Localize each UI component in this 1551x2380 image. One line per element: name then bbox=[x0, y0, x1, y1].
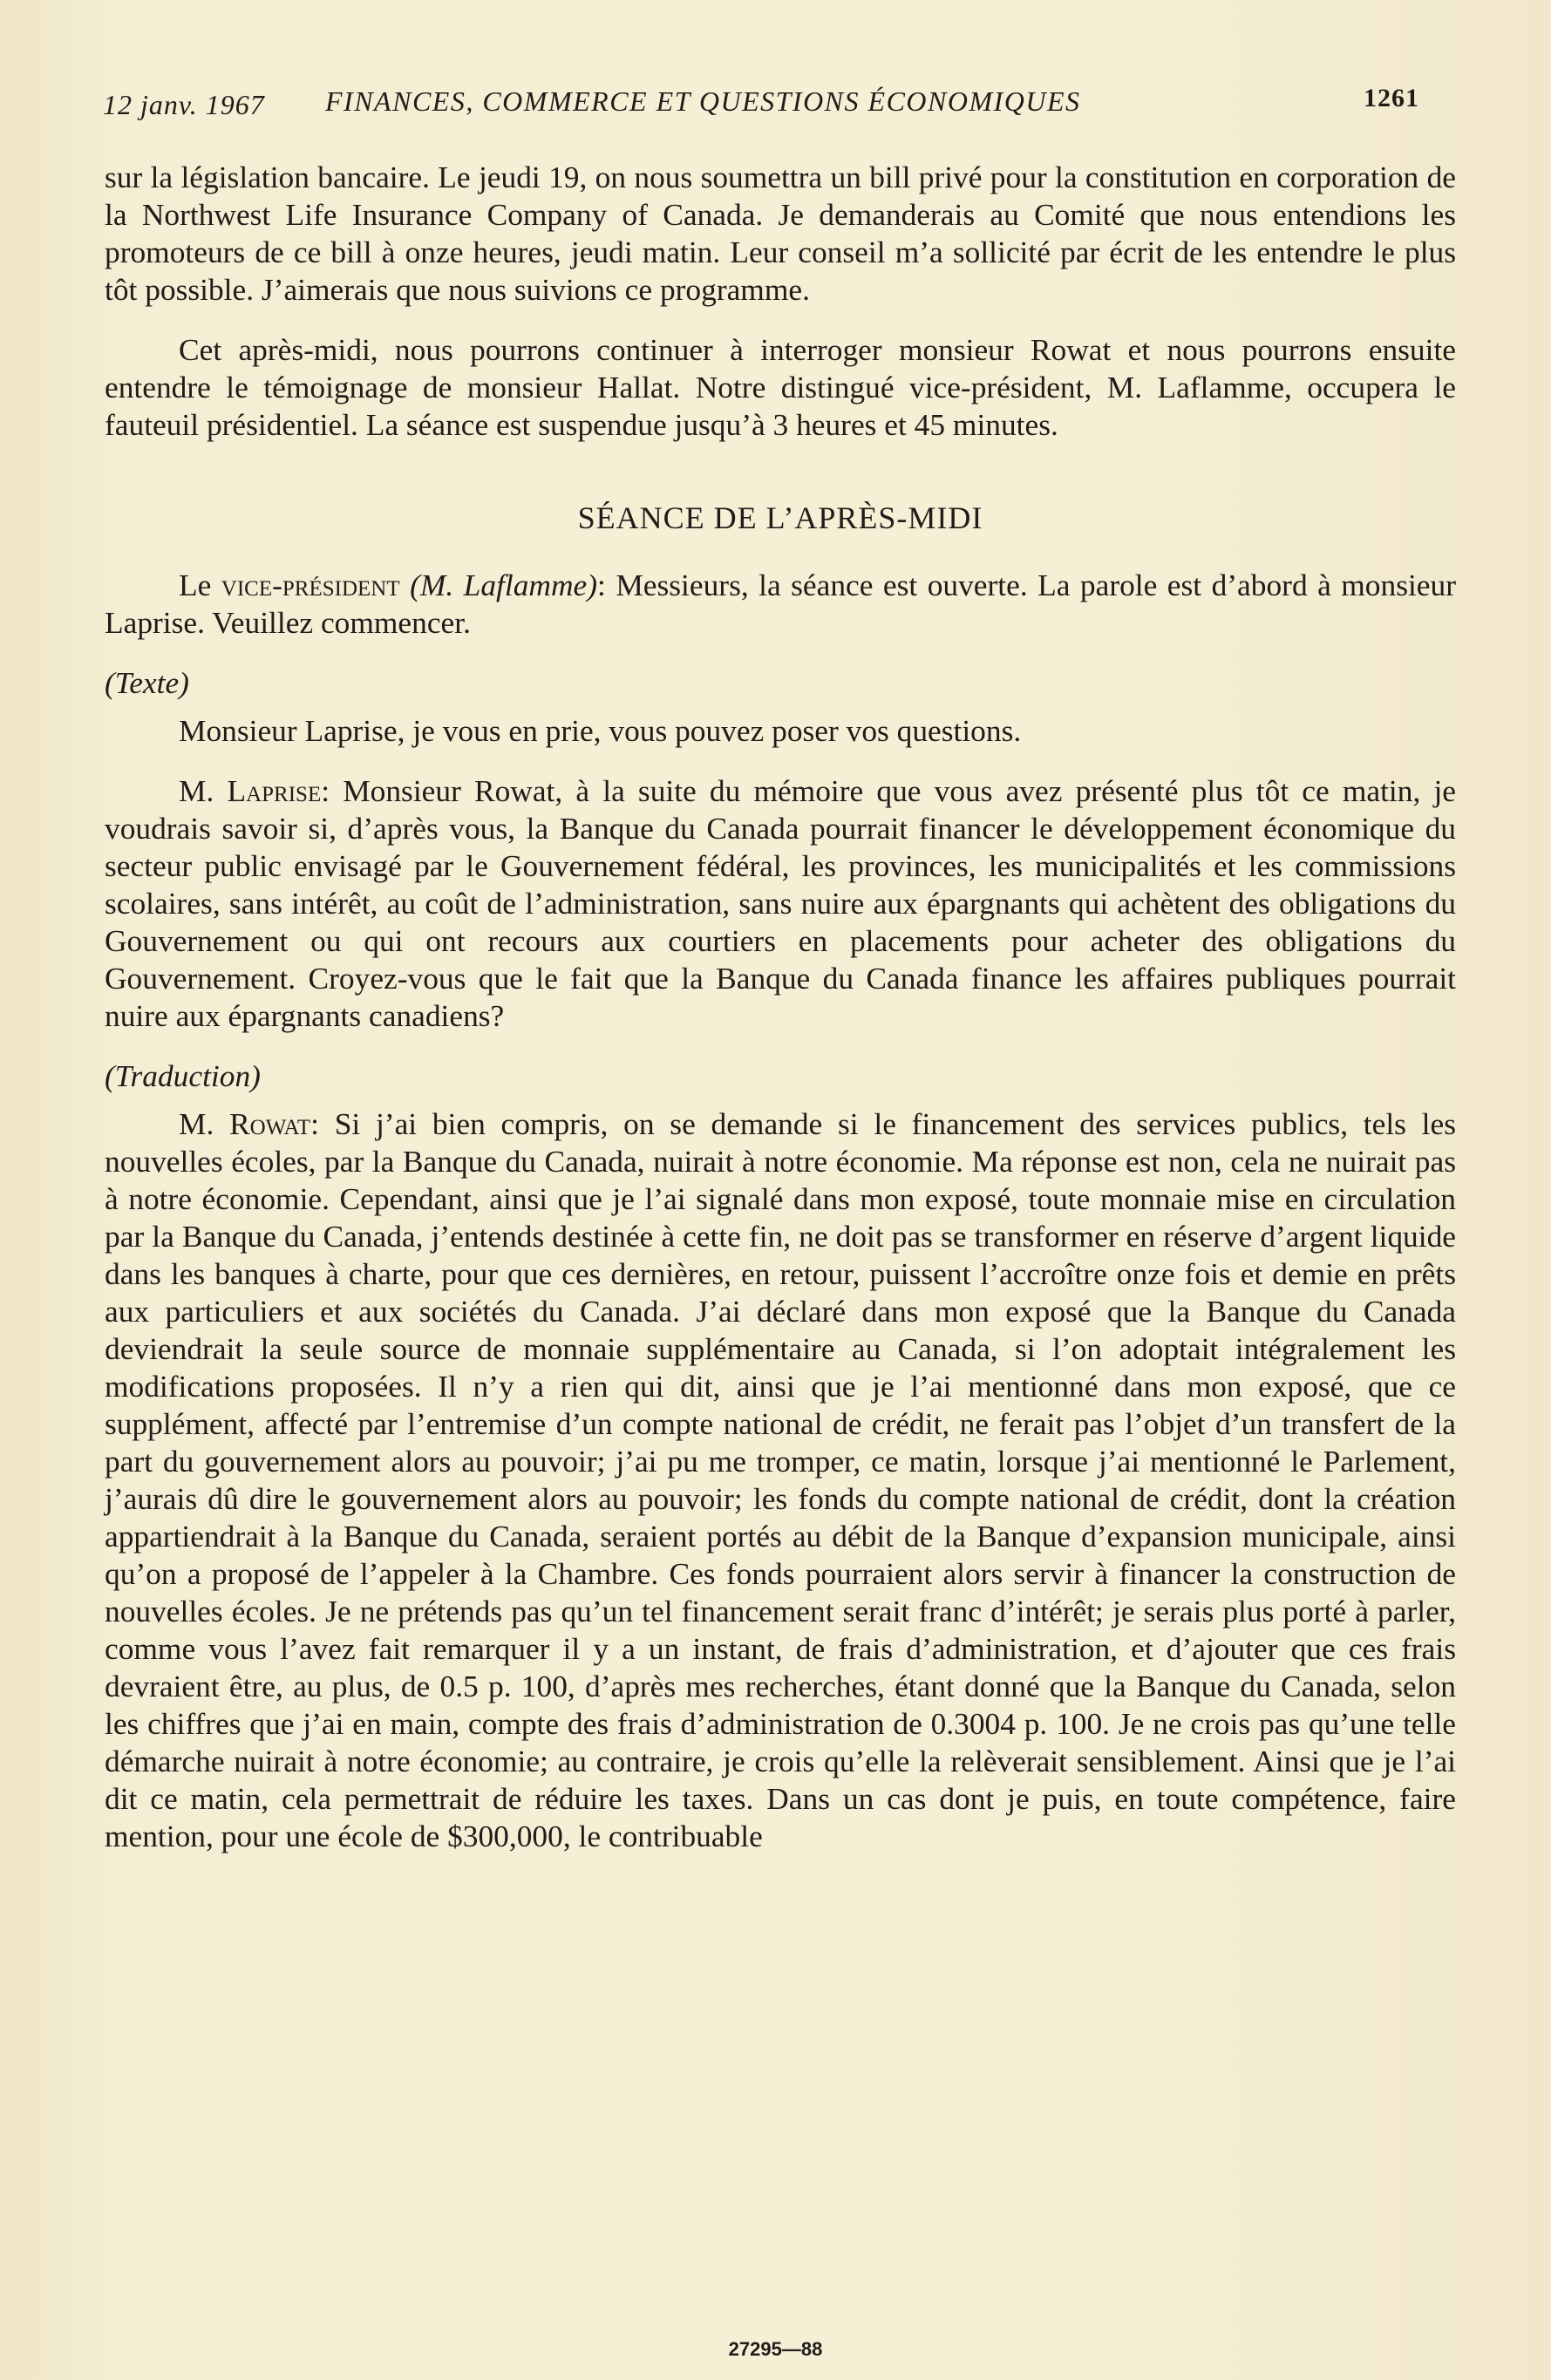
label-texte: (Texte) bbox=[105, 665, 189, 700]
speaker-laprise: M. Laprise bbox=[179, 773, 322, 808]
paragraph-2: Cet après-midi, nous pourrons continuer à interroger monsieur Rowat et nous pourrons ensuite entendre le témoignage de monsieur Hallat. Notre distingué vice-président, M. Laflamme, occupera le fauteuil présidentiel. La séance est suspendue jusqu’à 3 heures et 45 minutes. bbox=[105, 332, 1456, 442]
paragraph-4: Monsieur Laprise, je vous en prie, vous pouvez poser vos questions. bbox=[179, 713, 1022, 748]
speaker-name: (M. Laflamme) bbox=[399, 568, 598, 602]
page-number: 1261 bbox=[1364, 84, 1419, 112]
paragraph-6 bbox=[105, 1105, 1456, 1855]
running-header bbox=[103, 84, 1419, 136]
paragraph-1: sur la législation bancaire. Le jeudi 19, on nous soumettra un bill privé pour la constitution en corporation de la Northwest Life Insurance Company of Canada. Je demanderais au Comité que nous entendions les promoteurs de ce bill à onze heures, jeudi matin. Leur conseil m’a sollicité par écrit de les entendre le plus tôt possible. J’aimerais que nous suivions ce programme. bbox=[105, 160, 1456, 307]
printer-code: 27295—88 bbox=[728, 2338, 823, 2360]
speaker-prefix: Le bbox=[179, 568, 221, 602]
section-heading: SÉANCE DE L’APRÈS-MIDI bbox=[577, 500, 983, 535]
speech-rowat: : Si j’ai bien compris, on se demande si le financement des services publics, tels les nouvelles écoles, par la Banque du Canada, nuirait à notre économie. Ma réponse est non, cela ne nuirait pas à notre économie. Cependant, ainsi que je l’ai signalé dans mon exposé, toute monnaie mise en circulation par la Banque du Canada, j’entends destinée à cette fin, ne doit pas se transformer en réserve d’argent liquide dans les banques à charte, pour que ces dernières, en retour, puissent l’accroître onze fois et demie en prêts aux particuliers et aux sociétés du Canada. J’ai déclaré dans mon exposé que la Banque du Canada deviendrait la seule source de monnaie supplémentaire au Canada, si l’on adoptait intégralement les modifications proposées. Il n’y a rien qui dit, ainsi que je l’ai mentionné dans mon exposé, que ce supplément, affecté par l’entremise d’un compte national de crédit, ne ferait pas l’objet d’un transfert de la part du gouvernement alors au pouvoir; j’ai pu me tromper, ce matin, lorsque j’ai mentionné le Parlement, j’aurais dû dire le gouvernement alors au pouvoir; les fonds du compte national de crédit, dont la création appartiendrait à la Banque du Canada, seraient portés au débit de la Banque d’expansion municipale, ainsi qu’on a proposé de l’appeler à la Chambre. Ces fonds pourraient alors servir à financer la construction de nouvelles écoles. Je ne prétends pas qu’un tel financement serait franc d’intérêt; je serais plus porté à parler, comme vous l’avez fait remarquer il y a un instant, de frais d’administration, et d’ajouter que ces frais devraient être, au plus, de 0.5 p. 100, d’après mes recherches, étant donné que la Banque du Canada, selon les chiffres que j’ai en main, compte des frais d’administration de 0.3004 p. 100. Je ne crois pas qu’une telle démarche nuirait à notre économie; au contraire, je crois qu’elle la relèverait sensiblement. Ainsi que je l’ai dit ce matin, cela permettrait de réduire les taxes. Dans un cas dont je puis, en toute compétence, faire mention, pour une école de $300,000, le contribuable bbox=[105, 1106, 1456, 1853]
speech-text: : Messieurs, la séance est ouverte. La parole est d’abord à monsieur Laprise. Veuillez commencer. bbox=[105, 568, 1456, 640]
document-body bbox=[105, 159, 1456, 1878]
speaker-rowat: M. Rowat bbox=[179, 1106, 311, 1141]
header-date: 12 janv. 1967 bbox=[103, 89, 265, 120]
paragraph-5 bbox=[105, 772, 1456, 1035]
paragraph-3 bbox=[105, 567, 1456, 642]
speech-laprise: : Monsieur Rowat, à la suite du mémoire que vous avez présenté plus tôt ce matin, je voudrais savoir si, d’après vous, la Banque du Canada pourrait financer le développement économique du secteur public envisagé par le Gouvernement fédéral, les provinces, les municipalités et les commissions scolaires, sans intérêt, au coût de l’administration, sans nuire aux épargnants qui achètent des obligations du Gouvernement ou qui ont recours aux courtiers en placements pour acheter des obligations du Gouvernement. Croyez-vous que le fait que la Banque du Canada finance les affaires publiques pourrait nuire aux épargnants canadiens? bbox=[105, 773, 1456, 1033]
speaker-title: vice-président bbox=[221, 568, 400, 602]
label-traduction: (Traduction) bbox=[105, 1058, 261, 1093]
header-title: FINANCES, COMMERCE ET QUESTIONS ÉCONOMIQUES bbox=[325, 85, 1081, 117]
